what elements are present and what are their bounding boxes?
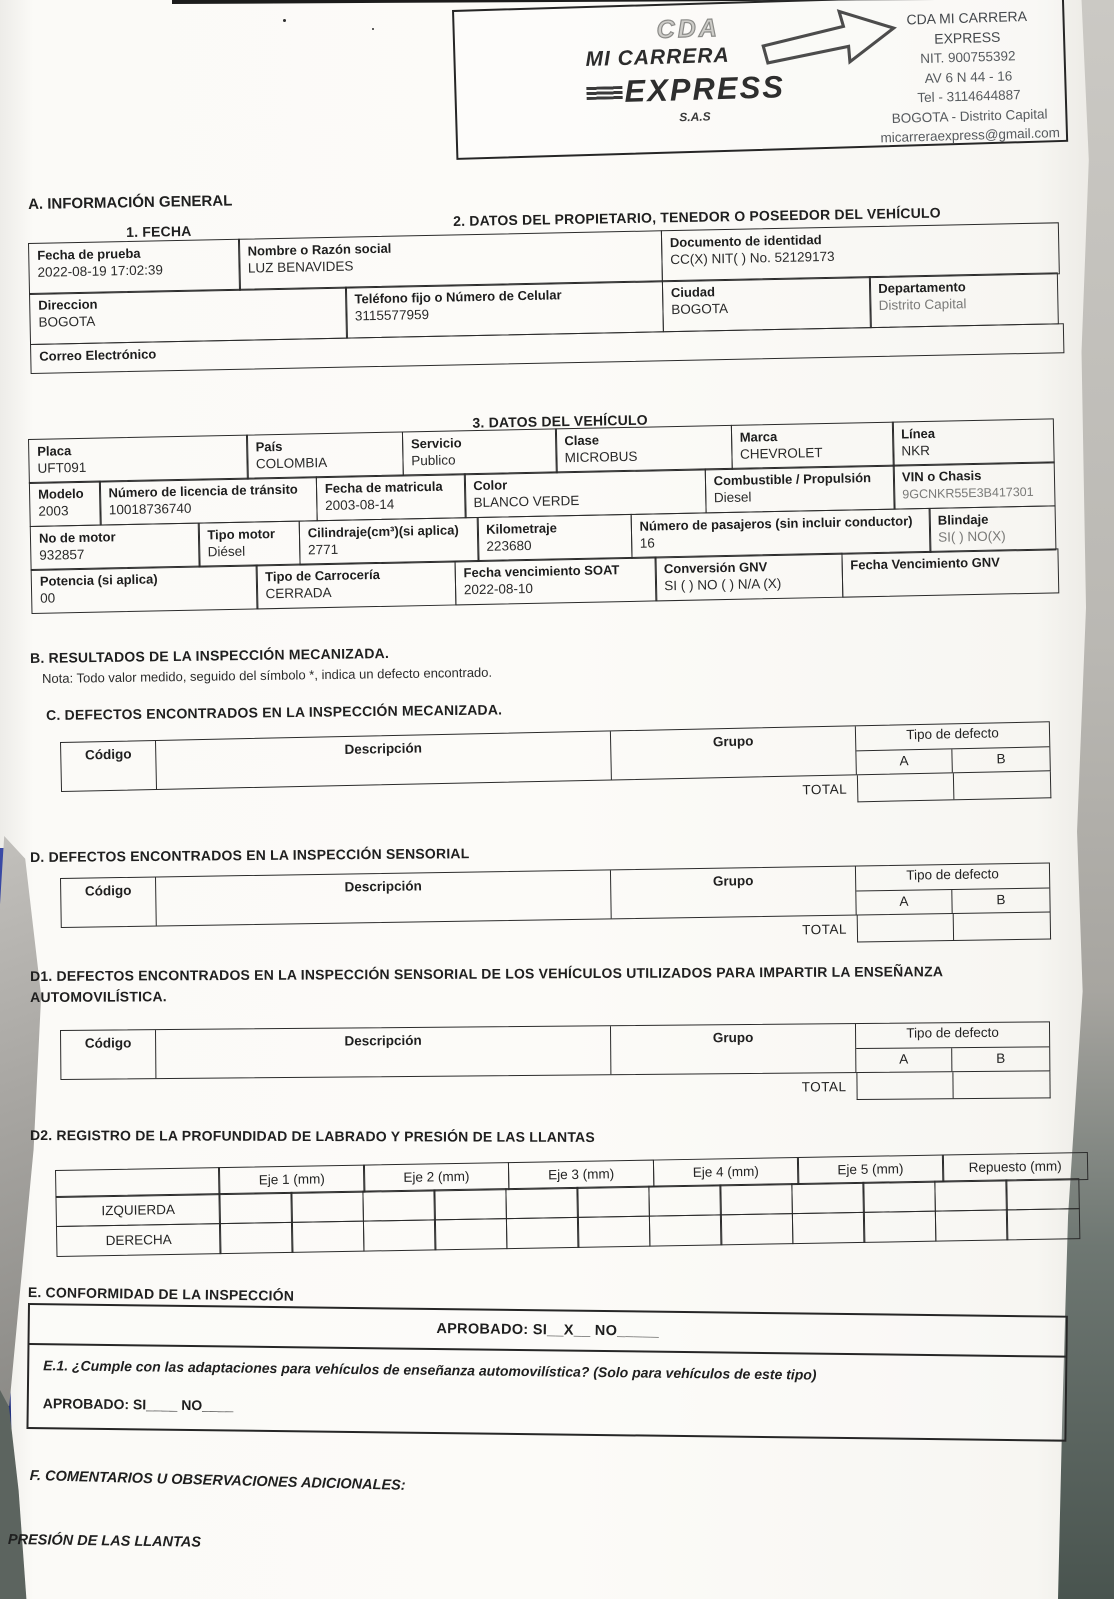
field-value: 932857: [39, 546, 85, 563]
field-fecha-prueba: [28, 239, 241, 295]
defects-col-codigo: Código: [61, 741, 157, 791]
field-label: Ciudad: [670, 284, 716, 301]
defects-col-tipo-defecto: Tipo de defecto: [856, 863, 1049, 891]
aprobado-line: APROBADO: SI__X__ NO_____: [29, 1305, 1065, 1358]
tire-cell: [291, 1220, 365, 1252]
field-combustible: [704, 465, 895, 514]
field-ciudad: [662, 277, 872, 333]
logo-cda-text: CDA: [656, 14, 721, 44]
tire-cell: [433, 1189, 507, 1221]
field-servicio: [402, 428, 558, 476]
field-value: MICROBUS: [564, 448, 638, 466]
field-label: Tipo de Carrocería: [265, 567, 380, 585]
defects-col-tipo-defecto: Tipo de defecto: [856, 722, 1049, 751]
field-label: Combustible / Propulsión: [713, 470, 872, 489]
section-d1-title-line2: AUTOMOVILÍSTICA.: [30, 988, 167, 1005]
field-value: BOGOTA: [671, 301, 729, 318]
field-carroceria: [256, 561, 457, 610]
field-label: Cilindraje(cm³)(si aplica): [307, 522, 459, 541]
tire-row-izquierda: IZQUIERDA: [55, 1194, 221, 1228]
field-pais: [246, 431, 404, 479]
defects-total-a-cell: [858, 773, 955, 801]
field-label: Clase: [564, 432, 600, 449]
e1-question: E.1. ¿Cumple con las adaptaciones para vehículos de enseñanza automovilística? (Solo para vehículos de este tipo): [43, 1357, 817, 1383]
field-kilometraje: [477, 514, 633, 562]
tire-table: [55, 1152, 1098, 1257]
field-value: 16: [639, 535, 656, 551]
section-f-title: F. COMENTARIOS U OBSERVACIONES ADICIONALES:: [29, 1468, 406, 1494]
defects-total-label: TOTAL: [802, 781, 848, 798]
company-address: AV 6 N 44 - 16: [924, 67, 1013, 86]
field-licencia: [99, 477, 318, 526]
field-value: BLANCO VERDE: [473, 493, 580, 511]
field-value: 10018736740: [108, 501, 192, 518]
tire-col-eje3: Eje 3 (mm): [508, 1160, 655, 1191]
field-matricula: [316, 474, 467, 522]
field-clase: [555, 425, 733, 474]
field-cilindraje: [299, 517, 480, 566]
field-tipo-motor: [198, 520, 301, 567]
defects-col-tipo-defecto: Tipo de defecto: [856, 1022, 1049, 1049]
e1-aprobado-line: APROBADO: SI____ NO____: [42, 1395, 234, 1414]
logo-mi-carrera-text: MI CARRERA: [585, 43, 730, 72]
field-label: Fecha de matricula: [324, 479, 443, 497]
defects-total-cells: [856, 1071, 1050, 1100]
tire-cell: [934, 1180, 1008, 1212]
tire-cell: [791, 1182, 865, 1214]
field-soat: [454, 557, 657, 606]
defects-total-b-cell: [954, 771, 1051, 799]
section-a-title: A. INFORMACIÓN GENERAL: [28, 192, 233, 213]
section-b-title: B. RESULTADOS DE LA INSPECCIÓN MECANIZADA.: [30, 644, 390, 666]
tire-cell: [720, 1184, 794, 1216]
tire-col-eje1: Eje 1 (mm): [218, 1165, 365, 1196]
tire-cell: [577, 1186, 651, 1218]
field-value: 2771: [307, 541, 339, 558]
tire-col-eje4: Eje 4 (mm): [652, 1157, 799, 1188]
field-linea: [892, 418, 1055, 466]
field-label: Departamento: [878, 279, 966, 297]
company-name: CDA MI CARRERA EXPRESS: [906, 7, 1028, 47]
field-value: 9GCNKR55E3B417301: [902, 485, 1034, 502]
scan-edge-left-dark: [0, 1390, 30, 1599]
tire-col-eje2: Eje 2 (mm): [363, 1162, 510, 1193]
field-label: Fecha Vencimiento GNV: [850, 554, 1000, 573]
field-value: CHEVROLET: [739, 445, 823, 462]
field-value: BOGOTA: [38, 314, 96, 331]
field-blindaje: [929, 505, 1057, 553]
tire-cell: [577, 1215, 651, 1247]
defects-col-descripcion: Descripción: [156, 1026, 611, 1078]
defects-col-codigo: Código: [61, 877, 157, 926]
field-value: LUZ BENAVIDES: [247, 258, 354, 276]
field-label: Correo Electrónico: [39, 346, 157, 364]
company-header-box: [452, 0, 1068, 160]
field-value: Publico: [411, 452, 456, 469]
defects-total-label: TOTAL: [801, 1079, 847, 1095]
field-vin: [893, 462, 1056, 510]
defects-total-b-cell: [954, 912, 1050, 940]
section-c-title: C. DEFECTOS ENCONTRADOS EN LA INSPECCIÓN MECANIZADA.: [46, 701, 503, 723]
defects-col-b: B: [996, 751, 1006, 767]
field-label: Fecha vencimiento SOAT: [463, 562, 620, 581]
field-value: 2022-08-19 17:02:39: [37, 262, 164, 280]
field-value: NKR: [901, 442, 931, 459]
field-label: Kilometraje: [485, 520, 558, 537]
defects-total-cells: [857, 912, 1051, 942]
field-label: Blindaje: [937, 511, 989, 528]
logo-express-text: EXPRESS: [623, 69, 786, 109]
field-gnv-venc: [841, 549, 1059, 598]
field-label: Direccion: [38, 297, 98, 314]
company-logo: [584, 9, 880, 146]
tire-cell: [434, 1218, 508, 1250]
field-label: Teléfono fijo o Número de Celular: [354, 287, 562, 307]
tire-col-repuesto: Repuesto (mm): [942, 1152, 1089, 1183]
company-city: BOGOTA - Distrito Capital: [891, 105, 1048, 126]
company-email: micarreraexpress@gmail.com: [880, 125, 1061, 146]
vehicle-heading: 3. DATOS DEL VEHÍCULO: [472, 411, 648, 431]
conformidad-box: [26, 1303, 1067, 1442]
vehicle-table: [28, 418, 1065, 614]
tire-cell: [1006, 1208, 1080, 1240]
field-label: Marca: [739, 428, 778, 445]
defects-table-ensenanza: [60, 1021, 1051, 1107]
field-label: Nombre o Razón social: [247, 240, 392, 259]
section-d1-title: [30, 963, 1030, 1005]
field-label: Tipo motor: [207, 525, 276, 543]
field-value: 2003-08-14: [325, 497, 395, 514]
scan-speck: [372, 28, 374, 30]
defects-col-descripcion: Descripción: [156, 870, 612, 925]
defects-col-descripcion: Descripción: [156, 731, 612, 789]
field-label: Documento de identidad: [669, 232, 822, 251]
defects-col-grupo: Grupo: [611, 726, 857, 779]
tire-cell: [505, 1217, 579, 1249]
defects-col-grupo: Grupo: [611, 866, 857, 918]
logo-sas-text: S.A.S: [679, 109, 711, 125]
section-e-title: E. CONFORMIDAD DE LA INSPECCIÓN: [27, 1284, 295, 1304]
field-value: UFT091: [37, 459, 87, 476]
tire-cell: [792, 1212, 866, 1244]
section-d2-title: D2. REGISTRO DE LA PROFUNDIDAD DE LABRADO Y PRESIÓN DE LAS LLANTAS: [29, 1127, 595, 1145]
field-motor: [30, 522, 201, 570]
field-label: Conversión GNV: [663, 559, 768, 577]
field-value: 2022-08-10: [463, 581, 534, 598]
field-value: 223680: [486, 537, 532, 554]
field-value: Diesel: [713, 489, 752, 506]
tire-cell: [648, 1185, 722, 1217]
field-label: No de motor: [38, 529, 116, 546]
field-value: CC(X) NIT( ) No. 52129173: [670, 248, 835, 268]
field-value: 2003: [38, 503, 69, 520]
tire-cell: [1006, 1179, 1080, 1211]
tire-cell: [219, 1222, 293, 1254]
tire-row-derecha: DERECHA: [56, 1223, 222, 1257]
field-value: SI ( ) NO ( ) N/A (X): [664, 576, 782, 594]
field-label: País: [255, 438, 283, 455]
field-gnv: [655, 553, 844, 602]
field-modelo: [29, 481, 102, 527]
defects-total-b-cell: [953, 1071, 1049, 1098]
defects-total-label: TOTAL: [802, 921, 848, 938]
defects-col-codigo: Código: [61, 1030, 156, 1079]
tire-cell: [290, 1191, 364, 1223]
scan-speck: [283, 19, 286, 22]
fecha-heading: 1. FECHA: [126, 222, 192, 240]
field-direccion: [29, 287, 348, 345]
field-value: SI( ) NO(X): [938, 528, 1006, 545]
speed-lines-icon: [586, 85, 622, 99]
field-value: 3115577959: [354, 307, 430, 324]
field-marca: [730, 422, 894, 470]
field-placa: [28, 435, 249, 484]
defects-col-grupo: Grupo: [611, 1024, 856, 1074]
defects-col-a: A: [856, 890, 952, 915]
field-telefono: [345, 281, 664, 339]
field-label: Línea: [900, 425, 936, 442]
tire-cell: [505, 1187, 579, 1219]
field-label: Placa: [37, 443, 72, 459]
tire-cell: [649, 1214, 723, 1246]
tire-cell: [362, 1190, 436, 1222]
general-info-table: [28, 222, 1064, 374]
field-value: Distrito Capital: [878, 296, 967, 314]
section-d1-title-line1: D1. DEFECTOS ENCONTRADOS EN LA INSPECCIÓN SENSORIAL DE LOS VEHÍCULOS UTILIZADOS PARA IMPARTIR LA ENSEÑANZA: [30, 963, 944, 984]
tire-cell: [219, 1192, 293, 1224]
tire-cell: [863, 1210, 937, 1242]
section-d-title: D. DEFECTOS ENCONTRADOS EN LA INSPECCIÓN SENSORIAL: [30, 845, 470, 865]
defects-col-b: B: [996, 892, 1006, 908]
field-label: Modelo: [37, 486, 84, 503]
company-nit: NIT. 900755392: [920, 48, 1016, 67]
field-label: VIN o Chasis: [901, 468, 982, 485]
field-value: CERRADA: [265, 585, 332, 602]
field-label: Número de licencia de tránsito: [108, 482, 298, 501]
field-value: 00: [40, 590, 56, 607]
field-value: Diésel: [207, 543, 246, 560]
defects-col-b: B: [996, 1050, 1006, 1066]
defects-col-a: A: [856, 749, 952, 774]
field-departamento: [869, 273, 1059, 329]
field-label: Número de pasajeros (sin incluir conductor): [639, 513, 913, 534]
field-value: COLOMBIA: [255, 455, 328, 472]
defects-total-cells: [857, 771, 1052, 802]
field-label: Servicio: [410, 435, 462, 452]
defects-col-a: A: [856, 1048, 952, 1072]
field-label: Potencia (si aplica): [39, 571, 158, 590]
field-label: Color: [473, 477, 508, 494]
presion-llantas-label: PRESIÓN DE LAS LLANTAS: [7, 1532, 202, 1551]
tire-cell: [720, 1213, 794, 1245]
company-phone: Tel - 3114644887: [917, 87, 1021, 106]
field-color: [464, 469, 707, 519]
defects-total-a-cell: [858, 914, 954, 942]
field-label: Fecha de prueba: [37, 245, 141, 263]
tire-col-eje5: Eje 5 (mm): [797, 1154, 944, 1185]
defects-table-mecanizada: [60, 721, 1051, 819]
defects-table-sensorial: [60, 862, 1051, 955]
tire-cell: [863, 1181, 937, 1213]
tire-cell: [362, 1219, 436, 1251]
section-b-note: Nota: Todo valor medido, seguido del símbolo *, indica un defecto encontrado.: [42, 664, 493, 686]
tire-cell: [935, 1209, 1009, 1241]
owner-heading: 2. DATOS DEL PROPIETARIO, TENEDOR O POSEEDOR DEL VEHÍCULO: [453, 204, 941, 229]
defects-total-a-cell: [857, 1072, 953, 1099]
field-potencia: [31, 565, 259, 615]
